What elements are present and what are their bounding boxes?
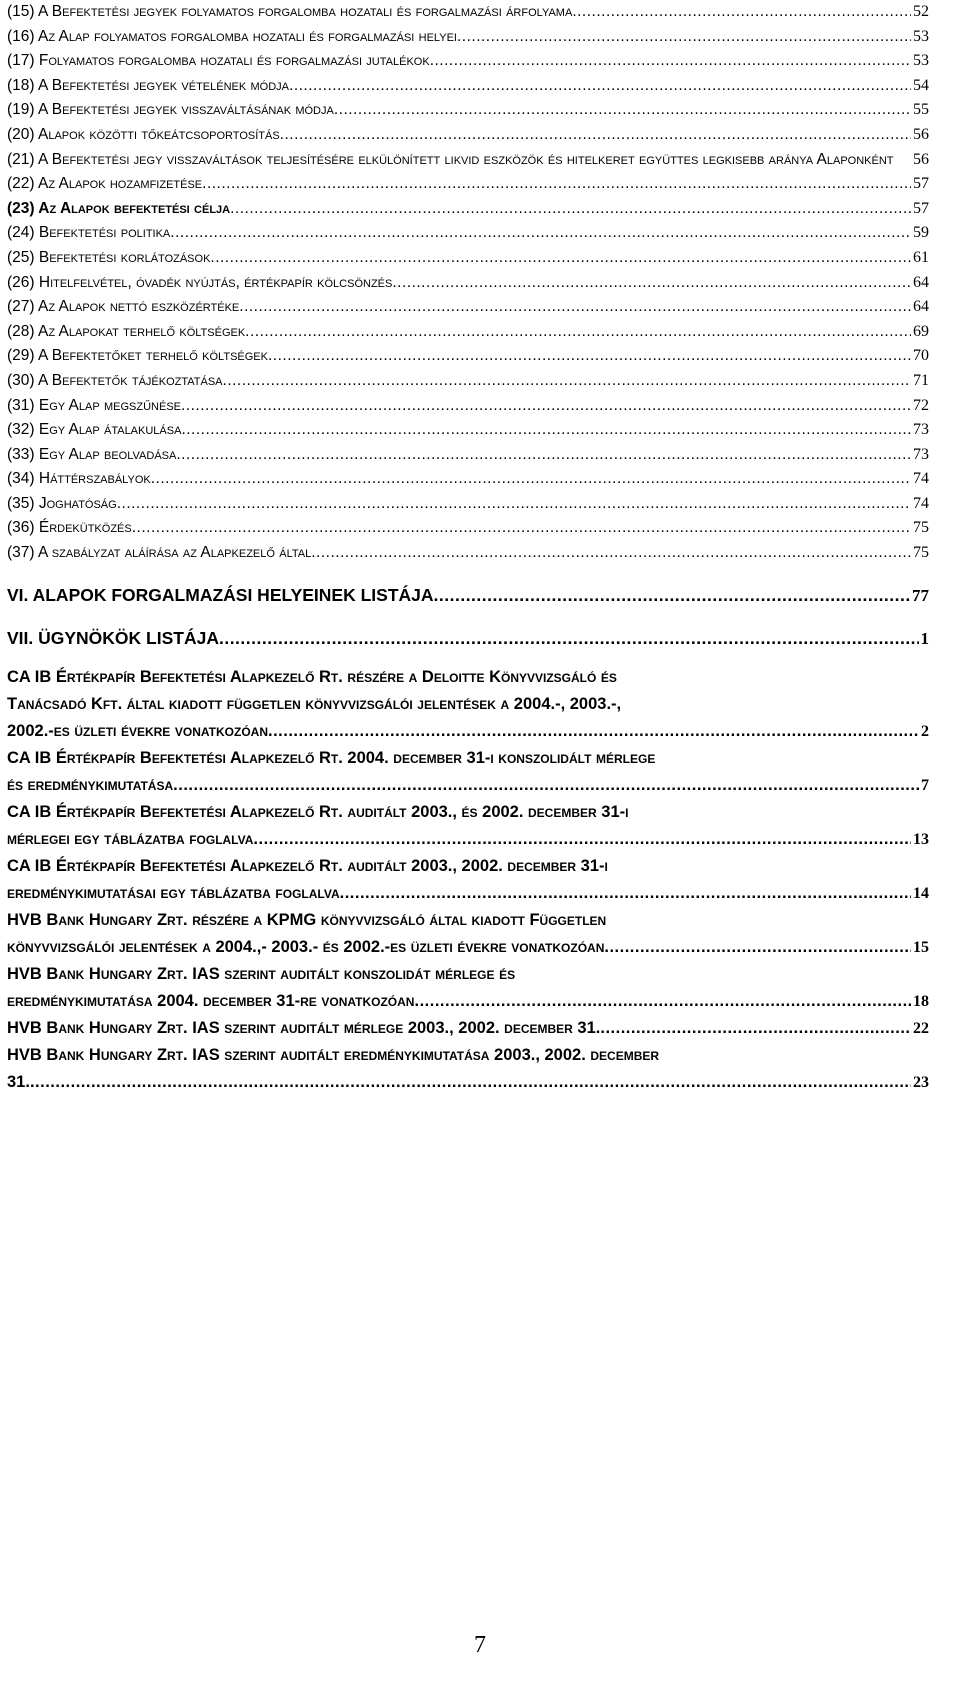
toc-entry-title: (17) Folyamatos forgalomba hozatali és forgalmazási jutalékok [7,52,430,70]
toc-appendix-line: könyvvizsgálói jelentések a 2004.,- 2003.- és 2002.-es üzleti évekre vonatkozóan [7,937,605,956]
toc-appendix-line: mérlegei egy táblázatba foglalva [7,829,254,848]
toc-page-number: 23 [913,1073,929,1091]
toc-page-number: 13 [913,830,929,848]
toc-appendix-line: CA IB Értékpapír Befektetési Alapkezelő Rt. 2004. december 31-i konszolidált mérlege [7,748,656,767]
toc-chapter-title: VII. ÜGYNÖKÖK LISTÁJA [7,627,219,648]
toc-page-number: 74 [913,470,929,488]
toc-chapter-title: VI. ALAPOK FORGALMAZÁSI HELYEINEK LISTÁJA [7,584,434,605]
toc-entry-title: (25) Befektetési korlátozások [7,248,211,266]
toc-page-number: 54 [913,76,929,94]
toc-appendix-line: eredménykimutatásai egy táblázatba foglalva [7,883,340,902]
toc-entry-32[interactable] [7,418,929,443]
toc-appendix-line: CA IB Értékpapír Befektetési Alapkezelő Rt. részére a Deloitte Könyvvizsgáló és [7,667,617,686]
toc-appendix-line: CA IB Értékpapír Befektetési Alapkezelő Rt. auditált 2003., 2002. december 31-i [7,856,608,875]
toc-appendix-line: HVB Bank Hungary Zrt. IAS szerint auditált eredménykimutatása 2003., 2002. december [7,1045,660,1064]
toc-entry-title: (29) A Befektetőket terhelő költségek [7,347,268,365]
toc-entry-30[interactable] [7,369,929,394]
toc-entry-23[interactable] [7,197,929,222]
toc-chapter-vi[interactable] [7,582,929,609]
page-footer-number: 7 [474,1632,486,1658]
toc-entry-title: (16) Az Alap folyamatos forgalomba hozatali és forgalmazási helyei [7,27,457,45]
toc-appendix-3[interactable] [7,799,929,853]
toc-entry-33[interactable] [7,443,929,468]
toc-page-number: 52 [913,3,929,20]
toc-appendix-line: HVB Bank Hungary Zrt. IAS szerint auditált konszolidát mérlege és [7,964,516,983]
toc-page-number: 57 [913,175,929,193]
toc-page-number: 2 [921,722,929,740]
toc-appendix-4[interactable] [7,853,929,907]
toc-appendix-8[interactable] [7,1042,929,1096]
toc-appendix-6[interactable] [7,961,929,1015]
toc-appendix-2[interactable] [7,745,929,799]
toc-entry-29[interactable] [7,344,929,369]
toc-appendix-line: 2002.-es üzleti évekre vonatkozóan [7,721,268,740]
toc-entry-title: (26) Hitelfelvétel, óvadék nyújtás, értékpapír kölcsönzés [7,273,393,291]
toc-entry-35[interactable] [7,492,929,517]
toc-entry-title: (23) Az Alapok befektetési célja [7,199,231,217]
toc-entry-title: (19) A Befektetési jegyek visszaváltásának módja [7,101,334,119]
toc-entry-19[interactable] [7,98,929,123]
toc-appendix-line: 31. [7,1072,30,1091]
toc-page-number: 64 [913,273,929,291]
toc-appendix-line: CA IB Értékpapír Befektetési Alapkezelő Rt. auditált 2003., és 2002. december 31-i [7,802,629,821]
toc-appendix-5[interactable] [7,907,929,961]
toc-page-number: 14 [913,884,929,902]
toc-entry-title: (20) Alapok közötti tőkeátcsoportosítás [7,125,280,143]
toc-page-number: 74 [913,494,929,512]
toc-entry-title: (35) Joghatóság [7,494,117,512]
toc-appendix-line: és eredménykimutatása [7,775,174,794]
toc-page-number: 7 [921,776,929,794]
toc-chapter-vii[interactable] [7,625,929,652]
toc-entry-title: (24) Befektetési politika [7,224,171,242]
toc-entry-title: (28) Az Alapokat terhelő költségek [7,322,246,340]
toc-entry-title: (36) Érdekütközés [7,519,132,537]
toc-page-number: 69 [913,322,929,340]
toc-entry-36[interactable] [7,516,929,541]
toc-appendix-line: HVB Bank Hungary Zrt. részére a KPMG könyvvizsgáló által kiadott Független [7,910,607,929]
toc-entry-37[interactable] [7,541,929,566]
toc-page-number: 56 [913,125,929,143]
toc-entry-24[interactable] [7,221,929,246]
toc-entry-title: (21) A Befektetési jegy visszaváltások teljesítésére elkülönített likvid eszközök és hitelkeret együttes legkisebb aránya Alaponként [7,150,894,168]
toc-page-number: 73 [913,445,929,463]
toc-appendix-7[interactable] [7,1015,929,1042]
toc-entry-16[interactable] [7,25,929,50]
toc-page-number: 75 [913,544,929,562]
toc-appendix-line: Tanácsadó Kft. által kiadott független könyvvizsgálói jelentések a 2004.-, 2003.-, [7,694,622,713]
toc-page-number: 53 [913,52,929,70]
toc-page-number: 71 [913,371,929,389]
toc-page-number: 59 [913,224,929,242]
toc-page-number: 73 [913,421,929,439]
toc-entry-31[interactable] [7,394,929,419]
toc-entry-20[interactable] [7,123,929,148]
toc-entry-title: (33) Egy Alap beolvadása [7,445,177,463]
toc-page-number: 57 [913,199,929,217]
toc-appendix-line: HVB Bank Hungary Zrt. IAS szerint auditált mérlege 2003., 2002. december 31. [7,1018,601,1037]
toc-entry-26[interactable] [7,271,929,296]
toc-entry-15[interactable] [7,0,929,25]
toc-entry-title: (32) Egy Alap átalakulása [7,421,182,439]
toc-page-number: 61 [913,248,929,266]
toc-entry-title: (37) A szabályzat aláírása az Alapkezelő által [7,544,312,562]
toc-appendix-1[interactable] [7,664,929,745]
toc-appendix-line: eredménykimutatása 2004. december 31-re vonatkozóan [7,991,415,1010]
toc-entry-21[interactable] [7,148,929,173]
toc-page-number: 22 [913,1019,929,1037]
toc-entry-title: (22) Az Alapok hozamfizetése [7,175,203,193]
toc-entry-27[interactable] [7,295,929,320]
toc-entry-title: (15) A Befektetési jegyek folyamatos forgalomba hozatali és forgalmazási árfolyama [7,3,573,20]
toc-page-number: 75 [913,519,929,537]
toc-entry-title: (31) Egy Alap megszűnése [7,396,181,414]
toc-entry-title: (30) A Befektetők tájékoztatása [7,371,223,389]
toc-entry-17[interactable] [7,49,929,74]
toc-page-number: 18 [913,992,929,1010]
toc-entry-22[interactable] [7,172,929,197]
toc-page-number: 15 [913,938,929,956]
toc-page-number: 53 [913,27,929,45]
toc-page-number: 70 [913,347,929,365]
toc-entry-title: (34) Háttérszabályok [7,470,151,488]
toc-entry-25[interactable] [7,246,929,271]
toc-page-number: 55 [913,101,929,119]
toc-page-number: 1 [920,628,929,648]
toc-page-number: 72 [913,396,929,414]
toc-entry-title: (27) Az Alapok nettó eszközértéke [7,298,240,316]
toc-page-number: 77 [912,585,929,605]
toc-entry-title: (18) A Befektetési jegyek vételének módja [7,76,290,94]
toc-page-number: 56 [913,150,929,168]
toc-entry-34[interactable] [7,467,929,492]
toc-entry-18[interactable] [7,74,929,99]
toc-entry-28[interactable] [7,320,929,345]
toc-page-number: 64 [913,298,929,316]
table-of-contents [7,0,929,1096]
